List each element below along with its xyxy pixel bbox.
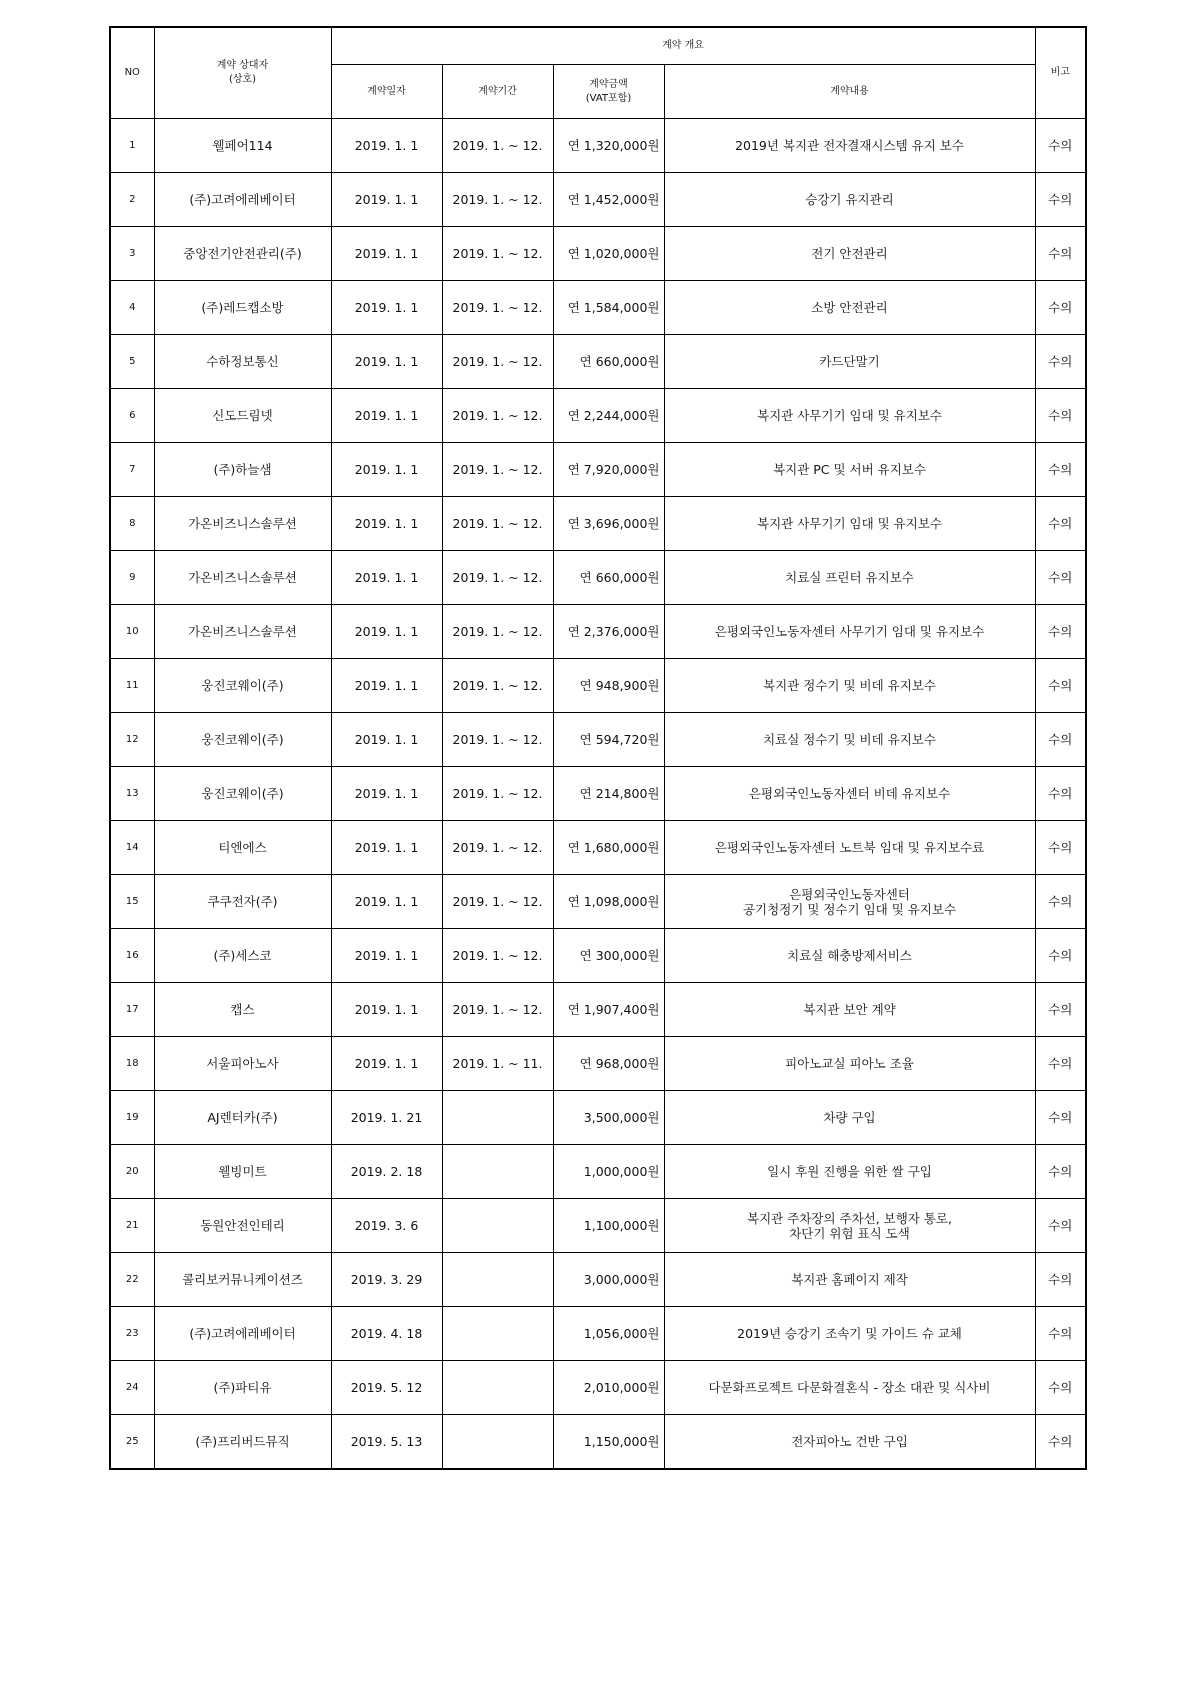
row-amount: 연 1,098,000원	[553, 875, 664, 929]
row-no: 13	[110, 767, 154, 821]
row-period: 2019. 1. ~ 12.	[442, 389, 553, 443]
header-no: NO	[110, 27, 154, 119]
row-no: 12	[110, 713, 154, 767]
row-period: 2019. 1. ~ 12.	[442, 767, 553, 821]
header-note: 비고	[1035, 27, 1086, 119]
table-body	[110, 119, 1086, 1470]
row-amount: 2,010,000원	[553, 1361, 664, 1415]
row-period: 2019. 1. ~ 12.	[442, 443, 553, 497]
table-row	[110, 1415, 1086, 1470]
row-content-line: 차단기 위험 표식 도색	[789, 1225, 910, 1241]
row-content	[664, 1415, 1035, 1470]
row-content-line: 일시 후원 진행을 위한 쌀 구입	[767, 1164, 932, 1179]
table-row	[110, 1145, 1086, 1199]
header-vendor-line2: (상호)	[228, 74, 257, 85]
row-content-line: 공기청정기 및 정수기 임대 및 유지보수	[742, 901, 957, 917]
table-header	[110, 27, 1086, 119]
row-note: 수의	[1035, 713, 1086, 767]
row-note: 수의	[1035, 1145, 1086, 1199]
row-note: 수의	[1035, 119, 1086, 173]
row-vendor: 웅진코웨이(주)	[154, 659, 331, 713]
row-content-line: 피아노교실 피아노 조율	[785, 1056, 914, 1071]
row-note: 수의	[1035, 875, 1086, 929]
row-note: 수의	[1035, 1037, 1086, 1091]
row-vendor: 티엔에스	[154, 821, 331, 875]
row-no: 19	[110, 1091, 154, 1145]
row-date: 2019. 1. 1	[331, 713, 442, 767]
row-date: 2019. 1. 1	[331, 443, 442, 497]
row-note: 수의	[1035, 1091, 1086, 1145]
row-period: 2019. 1. ~ 12.	[442, 821, 553, 875]
row-content-line: 복지관 PC 및 서버 유지보수	[773, 462, 926, 477]
row-amount: 연 7,920,000원	[553, 443, 664, 497]
row-period	[442, 1415, 553, 1470]
row-no: 9	[110, 551, 154, 605]
row-content-line: 2019년 복지관 전자결재시스템 유지 보수	[735, 138, 964, 153]
table-row	[110, 1253, 1086, 1307]
row-note: 수의	[1035, 497, 1086, 551]
row-period: 2019. 1. ~ 12.	[442, 173, 553, 227]
row-content-line: 은평외국인노동자센터 노트북 임대 및 유지보수료	[714, 840, 985, 855]
row-vendor: 웅진코웨이(주)	[154, 713, 331, 767]
row-no: 1	[110, 119, 154, 173]
row-no: 14	[110, 821, 154, 875]
table-row	[110, 1037, 1086, 1091]
table-row	[110, 335, 1086, 389]
row-period: 2019. 1. ~ 12.	[442, 335, 553, 389]
row-content	[664, 983, 1035, 1037]
row-no: 24	[110, 1361, 154, 1415]
header-period: 계약기간	[442, 65, 553, 119]
row-no: 2	[110, 173, 154, 227]
table-row	[110, 551, 1086, 605]
row-date: 2019. 3. 29	[331, 1253, 442, 1307]
row-vendor: 수하정보통신	[154, 335, 331, 389]
row-amount: 연 660,000원	[553, 551, 664, 605]
row-period	[442, 1253, 553, 1307]
table-row	[110, 443, 1086, 497]
row-vendor: (주)파티유	[154, 1361, 331, 1415]
header-vendor	[154, 27, 331, 119]
row-amount: 연 2,244,000원	[553, 389, 664, 443]
row-note: 수의	[1035, 443, 1086, 497]
row-date: 2019. 1. 1	[331, 389, 442, 443]
row-content-line: 복지관 정수기 및 비데 유지보수	[763, 678, 936, 693]
row-date: 2019. 1. 1	[331, 821, 442, 875]
row-date: 2019. 1. 1	[331, 335, 442, 389]
row-vendor: (주)세스코	[154, 929, 331, 983]
row-no: 17	[110, 983, 154, 1037]
row-amount: 연 2,376,000원	[553, 605, 664, 659]
row-content-line: 전기 안전관리	[811, 246, 888, 261]
row-date: 2019. 1. 1	[331, 605, 442, 659]
row-no: 25	[110, 1415, 154, 1470]
row-date: 2019. 1. 1	[331, 281, 442, 335]
table-row	[110, 227, 1086, 281]
row-period	[442, 1199, 553, 1253]
row-vendor: (주)레드캡소방	[154, 281, 331, 335]
row-note: 수의	[1035, 605, 1086, 659]
row-content	[664, 713, 1035, 767]
row-content-line: 복지관 사무기기 임대 및 유지보수	[757, 408, 942, 423]
row-note: 수의	[1035, 1361, 1086, 1415]
row-note: 수의	[1035, 335, 1086, 389]
table-row	[110, 1307, 1086, 1361]
row-vendor: 신도드림넷	[154, 389, 331, 443]
row-vendor: 콜리보커뮤니케이션즈	[154, 1253, 331, 1307]
row-no: 8	[110, 497, 154, 551]
row-amount: 연 1,020,000원	[553, 227, 664, 281]
row-no: 15	[110, 875, 154, 929]
row-amount: 1,100,000원	[553, 1199, 664, 1253]
row-period	[442, 1145, 553, 1199]
row-note: 수의	[1035, 929, 1086, 983]
row-period	[442, 1091, 553, 1145]
row-no: 4	[110, 281, 154, 335]
row-note: 수의	[1035, 1199, 1086, 1253]
row-content	[664, 389, 1035, 443]
row-content	[664, 767, 1035, 821]
header-overview: 계약 개요	[331, 27, 1035, 65]
header-amount-line2: (VAT포함)	[585, 92, 632, 104]
table-row	[110, 1199, 1086, 1253]
row-note: 수의	[1035, 659, 1086, 713]
row-content-line: 은평외국인노동자센터 비데 유지보수	[748, 786, 951, 801]
row-amount: 3,000,000원	[553, 1253, 664, 1307]
row-vendor: 동원안전인테리	[154, 1199, 331, 1253]
contract-table	[109, 26, 1087, 1470]
row-note: 수의	[1035, 983, 1086, 1037]
row-no: 7	[110, 443, 154, 497]
row-content	[664, 1145, 1035, 1199]
row-content-line: 차량 구입	[823, 1110, 876, 1125]
row-vendor: 웅진코웨이(주)	[154, 767, 331, 821]
row-vendor: 중앙전기안전관리(주)	[154, 227, 331, 281]
row-period: 2019. 1. ~ 12.	[442, 875, 553, 929]
row-content-line: 치료실 프린터 유지보수	[785, 570, 914, 585]
row-content	[664, 497, 1035, 551]
row-amount: 연 1,584,000원	[553, 281, 664, 335]
row-vendor: 웰빙미트	[154, 1145, 331, 1199]
row-amount: 연 948,900원	[553, 659, 664, 713]
row-vendor: (주)고려에레베이터	[154, 1307, 331, 1361]
table-row	[110, 281, 1086, 335]
row-amount: 1,000,000원	[553, 1145, 664, 1199]
row-note: 수의	[1035, 551, 1086, 605]
row-no: 11	[110, 659, 154, 713]
table-row	[110, 659, 1086, 713]
table-row	[110, 821, 1086, 875]
row-note: 수의	[1035, 1253, 1086, 1307]
row-note: 수의	[1035, 767, 1086, 821]
row-no: 20	[110, 1145, 154, 1199]
row-note: 수의	[1035, 821, 1086, 875]
table-row	[110, 119, 1086, 173]
row-vendor: 가온비즈니스솔루션	[154, 605, 331, 659]
row-no: 23	[110, 1307, 154, 1361]
row-content	[664, 821, 1035, 875]
row-note: 수의	[1035, 281, 1086, 335]
row-period: 2019. 1. ~ 12.	[442, 497, 553, 551]
row-content-line: 승강기 유지관리	[805, 192, 894, 207]
row-content	[664, 1037, 1035, 1091]
row-content-line: 은평외국인노동자센터	[789, 886, 910, 902]
row-amount: 연 968,000원	[553, 1037, 664, 1091]
row-content	[664, 605, 1035, 659]
row-note: 수의	[1035, 173, 1086, 227]
row-content-line: 은평외국인노동자센터 사무기기 임대 및 유지보수	[714, 624, 985, 639]
row-date: 2019. 1. 21	[331, 1091, 442, 1145]
table-row	[110, 1091, 1086, 1145]
row-note: 수의	[1035, 227, 1086, 281]
row-no: 16	[110, 929, 154, 983]
row-no: 5	[110, 335, 154, 389]
table-row	[110, 173, 1086, 227]
row-no: 21	[110, 1199, 154, 1253]
row-amount: 연 594,720원	[553, 713, 664, 767]
row-period: 2019. 1. ~ 12.	[442, 983, 553, 1037]
row-content-line: 치료실 해충방제서비스	[787, 948, 912, 963]
row-date: 2019. 1. 1	[331, 767, 442, 821]
row-no: 22	[110, 1253, 154, 1307]
row-date: 2019. 1. 1	[331, 1037, 442, 1091]
row-date: 2019. 1. 1	[331, 119, 442, 173]
row-amount: 연 1,452,000원	[553, 173, 664, 227]
row-period: 2019. 1. ~ 11.	[442, 1037, 553, 1091]
row-date: 2019. 1. 1	[331, 497, 442, 551]
row-period: 2019. 1. ~ 12.	[442, 119, 553, 173]
row-vendor: AJ렌터카(주)	[154, 1091, 331, 1145]
row-amount: 3,500,000원	[553, 1091, 664, 1145]
row-content-line: 카드단말기	[819, 354, 880, 369]
header-content: 계약내용	[664, 65, 1035, 119]
row-content-line: 복지관 보안 계약	[803, 1002, 896, 1017]
row-date: 2019. 5. 13	[331, 1415, 442, 1470]
row-period: 2019. 1. ~ 12.	[442, 713, 553, 767]
table-row	[110, 1361, 1086, 1415]
row-date: 2019. 1. 1	[331, 173, 442, 227]
row-content	[664, 1307, 1035, 1361]
row-amount: 연 1,320,000원	[553, 119, 664, 173]
row-content-line: 복지관 주차장의 주차선, 보행자 통로,	[747, 1210, 952, 1226]
row-date: 2019. 1. 1	[331, 983, 442, 1037]
row-vendor: 쿠쿠전자(주)	[154, 875, 331, 929]
row-content-line: 소방 안전관리	[811, 300, 888, 315]
row-no: 10	[110, 605, 154, 659]
table-row	[110, 389, 1086, 443]
row-amount: 연 660,000원	[553, 335, 664, 389]
header-amount-line1: 계약금액	[589, 78, 628, 90]
header-vendor-line1: 계약 상대자	[216, 60, 269, 71]
row-vendor: (주)고려에레베이터	[154, 173, 331, 227]
row-content	[664, 281, 1035, 335]
row-date: 2019. 5. 12	[331, 1361, 442, 1415]
row-vendor: (주)프리버드뮤직	[154, 1415, 331, 1470]
row-vendor: 서울피아노사	[154, 1037, 331, 1091]
row-note: 수의	[1035, 389, 1086, 443]
row-period: 2019. 1. ~ 12.	[442, 227, 553, 281]
table-row	[110, 767, 1086, 821]
header-amount	[553, 65, 664, 119]
row-date: 2019. 1. 1	[331, 929, 442, 983]
row-date: 2019. 4. 18	[331, 1307, 442, 1361]
row-period	[442, 1361, 553, 1415]
row-vendor: 가온비즈니스솔루션	[154, 497, 331, 551]
row-date: 2019. 1. 1	[331, 551, 442, 605]
row-period: 2019. 1. ~ 12.	[442, 929, 553, 983]
row-period: 2019. 1. ~ 12.	[442, 659, 553, 713]
row-amount: 연 300,000원	[553, 929, 664, 983]
table-row	[110, 983, 1086, 1037]
row-period: 2019. 1. ~ 12.	[442, 605, 553, 659]
row-amount: 연 214,800원	[553, 767, 664, 821]
row-content	[664, 659, 1035, 713]
row-period	[442, 1307, 553, 1361]
row-content	[664, 1253, 1035, 1307]
row-note: 수의	[1035, 1307, 1086, 1361]
row-vendor: 가온비즈니스솔루션	[154, 551, 331, 605]
row-amount: 연 1,907,400원	[553, 983, 664, 1037]
row-period: 2019. 1. ~ 12.	[442, 281, 553, 335]
row-amount: 1,150,000원	[553, 1415, 664, 1470]
row-content	[664, 443, 1035, 497]
row-content	[664, 551, 1035, 605]
row-content	[664, 1091, 1035, 1145]
row-content-line: 2019년 승강기 조속기 및 가이드 슈 교체	[737, 1326, 962, 1341]
row-content	[664, 1361, 1035, 1415]
row-date: 2019. 3. 6	[331, 1199, 442, 1253]
row-vendor: 웰페어114	[154, 119, 331, 173]
row-vendor: (주)하늘샘	[154, 443, 331, 497]
row-note: 수의	[1035, 1415, 1086, 1470]
row-content	[664, 929, 1035, 983]
row-content	[664, 173, 1035, 227]
row-date: 2019. 1. 1	[331, 227, 442, 281]
table-row	[110, 875, 1086, 929]
row-content	[664, 119, 1035, 173]
row-date: 2019. 1. 1	[331, 659, 442, 713]
row-content-line: 복지관 사무기기 임대 및 유지보수	[757, 516, 942, 531]
table-row	[110, 929, 1086, 983]
header-date: 계약일자	[331, 65, 442, 119]
row-no: 3	[110, 227, 154, 281]
row-content	[664, 875, 1035, 929]
row-amount: 연 3,696,000원	[553, 497, 664, 551]
row-content	[664, 1199, 1035, 1253]
table-row	[110, 605, 1086, 659]
row-content-line: 치료실 정수기 및 비데 유지보수	[763, 732, 936, 747]
row-no: 18	[110, 1037, 154, 1091]
row-date: 2019. 2. 18	[331, 1145, 442, 1199]
row-content	[664, 335, 1035, 389]
row-amount: 1,056,000원	[553, 1307, 664, 1361]
row-vendor: 캡스	[154, 983, 331, 1037]
row-date: 2019. 1. 1	[331, 875, 442, 929]
row-period: 2019. 1. ~ 12.	[442, 551, 553, 605]
row-no: 6	[110, 389, 154, 443]
table-row	[110, 497, 1086, 551]
row-content-line: 복지관 홈페이지 제작	[791, 1272, 908, 1287]
row-amount: 연 1,680,000원	[553, 821, 664, 875]
row-content	[664, 227, 1035, 281]
table-row	[110, 713, 1086, 767]
row-content-line: 다문화프로젝트 다문화결혼식 - 장소 대관 및 식사비	[708, 1380, 991, 1395]
row-content-line: 전자피아노 건반 구입	[791, 1434, 908, 1449]
